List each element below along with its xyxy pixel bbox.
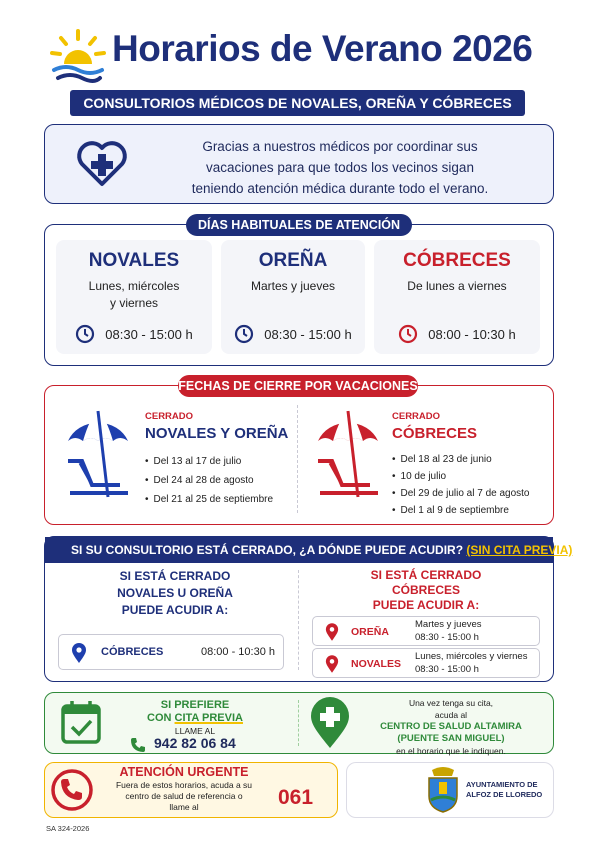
date-item: • Del 13 al 17 de julio	[145, 456, 295, 467]
card-title: CÓBRECES	[403, 250, 511, 271]
cierre-left-dates	[145, 456, 295, 513]
date-item: • Del 29 de julio al 7 de agosto	[392, 488, 547, 499]
page-subtitle: CONSULTORIOS MÉDICOS DE NOVALES, OREÑA Y CÓBRECES	[70, 90, 525, 116]
dest-name: NOVALES	[351, 658, 401, 670]
date-item: • Del 21 al 25 de septiembre	[145, 494, 295, 505]
calendar-check-icon	[60, 698, 102, 746]
card-time: 08:00 - 10:30 h	[428, 326, 516, 342]
acudir-left-line: PUEDE ACUDIR A:	[121, 603, 229, 617]
cita-previa: CITA PREVIA	[174, 712, 243, 724]
card-title: OREÑA	[258, 250, 328, 271]
card-days: De lunes a viernes	[407, 279, 507, 293]
schedule-card-novales	[56, 240, 212, 354]
cita-health-center: CENTRO DE SALUD ALTAMIRA	[380, 721, 522, 732]
urgente-line: llame al	[169, 802, 199, 812]
coat-of-arms-logo	[424, 766, 462, 814]
dest-days: Lunes, miércoles y viernes	[415, 651, 528, 662]
clock-icon	[398, 324, 418, 344]
acudir-left-text	[60, 568, 290, 619]
cierre-right-label: CERRADO	[392, 411, 441, 422]
acudir-right-line: PUEDE ACUDIR A:	[372, 598, 480, 612]
dest-time: 08:30 - 15:00 h	[415, 632, 479, 643]
location-pin-icon	[325, 654, 339, 674]
beach-umbrella-red-icon	[312, 405, 384, 501]
urgente-number[interactable]: 061	[278, 786, 314, 809]
cita-left-line1: SI PREFIERE	[160, 699, 230, 711]
dest-time: 08:00 - 10:30 h	[201, 646, 276, 658]
heart-medical-icon	[74, 134, 130, 190]
schedule-card-orena	[221, 240, 365, 354]
card-title: NOVALES	[88, 250, 180, 271]
schedule-card-cobreces	[374, 240, 540, 354]
urgente-line: Fuera de estos horarios, acuda a su	[115, 780, 253, 790]
acudir-left-line: NOVALES U OREÑA	[117, 586, 233, 600]
cita-right-text	[356, 697, 546, 757]
dest-time: 08:30 - 15:00 h	[415, 664, 479, 675]
date-item: • 10 de julio	[392, 471, 547, 482]
intro-line: teniendo atención médica durante todo el verano.	[191, 181, 489, 196]
acudir-right-text	[306, 568, 546, 613]
acudir-divider	[298, 570, 299, 670]
intro-text	[150, 136, 530, 199]
location-pin-icon	[325, 622, 339, 642]
habituales-heading: DÍAS HABITUALES DE ATENCIÓN	[186, 214, 412, 236]
acudir-right-line: CÓBRECES	[391, 583, 460, 597]
card-days: y viernes	[109, 296, 159, 310]
date-item: • Del 1 al 9 de septiembre	[392, 505, 547, 516]
card-days: Lunes, miércoles	[88, 279, 180, 293]
cita-left-line3: LLAME AL	[174, 726, 216, 736]
dest-name: OREÑA	[351, 626, 389, 638]
dest-name: CÓBRECES	[101, 646, 164, 658]
cita-phone[interactable]: 942 82 06 84	[154, 735, 236, 751]
health-center-pin-icon	[308, 697, 352, 749]
phone-icon	[130, 737, 146, 753]
acudir-heading-bar	[45, 537, 573, 563]
urgente-title: ATENCIÓN URGENTE	[119, 765, 249, 779]
clock-icon	[234, 324, 254, 344]
cierre-heading: FECHAS DE CIERRE POR VACACIONES	[178, 375, 418, 397]
beach-umbrella-blue-icon	[62, 405, 134, 501]
cierre-divider	[297, 405, 298, 513]
cita-con: CON	[147, 712, 172, 724]
dest-card-orena	[312, 616, 540, 646]
ayuntamiento-line: AYUNTAMIENTO DE	[466, 780, 538, 789]
cierre-left-name: NOVALES Y OREÑA	[145, 425, 289, 442]
intro-line: vacaciones para que todos los vecinos sigan	[206, 160, 474, 175]
sun-logo-icon	[48, 28, 108, 84]
cierre-right-dates	[392, 454, 547, 522]
cita-right-line: acuda al	[434, 710, 468, 720]
document-code: SA 324-2026	[46, 824, 90, 833]
card-time: 08:30 - 15:00 h	[105, 326, 193, 342]
cita-right-line: Una vez tenga su cita,	[408, 698, 494, 708]
card-time: 08:30 - 15:00 h	[264, 326, 352, 342]
location-pin-icon	[71, 642, 87, 664]
dest-card-novales	[312, 648, 540, 678]
cierre-right-name: CÓBRECES	[392, 425, 478, 442]
acudir-heading: SI SU CONSULTORIO ESTÁ CERRADO, ¿A DÓNDE PUEDE ACUDIR?	[71, 543, 464, 557]
cita-divider	[298, 700, 299, 746]
cita-right-line: en el horario que le indiquen.	[396, 746, 506, 756]
urgente-line: centro de salud de referencia o	[125, 791, 243, 801]
page-title: Horarios de Verano 2026	[112, 28, 533, 69]
ayuntamiento-line: ALFOZ DE LLOREDO	[466, 790, 543, 799]
date-item: • Del 18 al 23 de junio	[392, 454, 547, 465]
intro-line: Gracias a nuestros médicos por coordinar sus	[202, 139, 478, 154]
acudir-right-line: SI ESTÁ CERRADO	[370, 568, 482, 582]
card-days: Martes y jueves	[250, 279, 336, 293]
acudir-left-line: SI ESTÁ CERRADO	[119, 569, 231, 583]
acudir-heading-highlight: (SIN CITA PREVIA)	[466, 543, 573, 557]
urgente-text	[104, 780, 264, 813]
clock-icon	[75, 324, 95, 344]
ayuntamiento-text	[466, 780, 542, 800]
cita-left-line2	[120, 712, 270, 724]
cierre-left-label: CERRADO	[145, 411, 194, 422]
cita-health-center-location: (PUENTE SAN MIGUEL)	[397, 733, 505, 744]
dest-card-cobreces	[58, 634, 284, 670]
urgent-phone-icon	[50, 768, 94, 812]
dest-days: Martes y jueves	[415, 619, 482, 630]
date-item: • Del 24 al 28 de agosto	[145, 475, 295, 486]
